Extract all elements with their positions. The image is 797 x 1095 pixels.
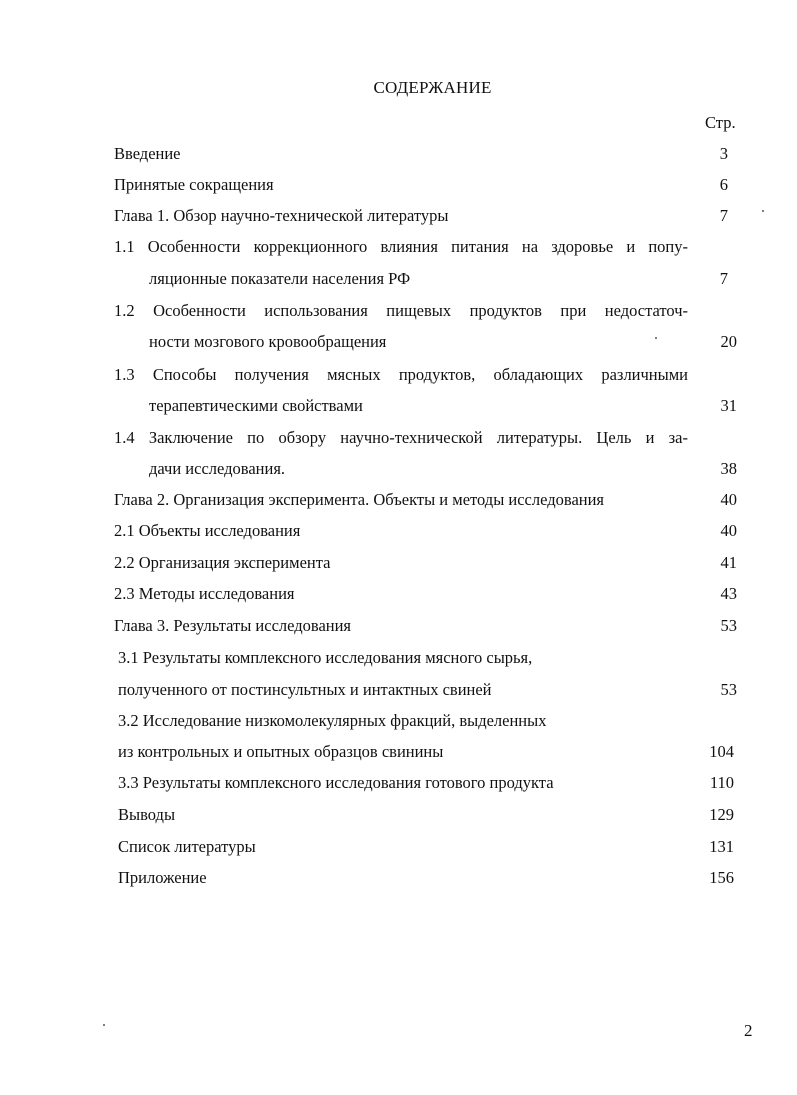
toc-entry bbox=[0, 365, 797, 389]
toc-entry bbox=[0, 521, 797, 545]
toc-entry-title: Глава 1. Обзор научно-технической литературы bbox=[114, 206, 449, 225]
toc-entry-title: 3.2 Исследование низкомолекулярных фракций, выделенных bbox=[118, 711, 547, 730]
toc-entry bbox=[0, 144, 797, 168]
page-title: СОДЕРЖАНИЕ bbox=[373, 78, 492, 97]
toc-entry-title: ляционные показатели населения РФ bbox=[149, 269, 411, 288]
toc-entry-page: 31 bbox=[720, 396, 737, 415]
toc-entry bbox=[0, 237, 797, 261]
toc-entry bbox=[0, 584, 797, 608]
toc-entry-title: терапевтическими свойствами bbox=[149, 396, 363, 415]
toc-entry-page: 131 bbox=[709, 837, 734, 856]
page-number: 2 bbox=[744, 1021, 753, 1040]
toc-entry-page: 129 bbox=[709, 805, 734, 824]
toc-entry-page: 3 bbox=[719, 144, 728, 163]
scan-speck bbox=[762, 210, 764, 212]
toc-entry bbox=[0, 773, 797, 797]
toc-entry-page: 43 bbox=[720, 584, 737, 603]
toc-entry bbox=[0, 396, 797, 420]
toc-entry-title: 1.3 Способы получения мясных продуктов, обладающих различными bbox=[114, 365, 688, 384]
toc-entry bbox=[0, 680, 797, 704]
toc-entry-title: Глава 3. Результаты исследования bbox=[114, 616, 352, 635]
scan-speck bbox=[103, 1024, 105, 1026]
toc-entry-page: 53 bbox=[720, 680, 737, 699]
toc-entry-title: из контрольных и опытных образцов свинины bbox=[118, 742, 444, 761]
toc-entry bbox=[0, 301, 797, 325]
toc-entry-title: Принятые сокращения bbox=[114, 175, 274, 194]
toc-entry-title: 2.1 Объекты исследования bbox=[114, 521, 301, 540]
toc-entry bbox=[0, 553, 797, 577]
toc-entry bbox=[0, 616, 797, 640]
toc-entry bbox=[0, 648, 797, 672]
toc-entry-title: полученного от постинсультных и интактных свиней bbox=[118, 680, 492, 699]
toc-entry-page: 156 bbox=[709, 868, 734, 887]
toc-entry-title: 1.2 Особенности использования пищевых продуктов при недостаточ- bbox=[114, 301, 688, 320]
toc-entry bbox=[0, 837, 797, 861]
toc-entry-page: 41 bbox=[720, 553, 737, 572]
toc-entry-title: дачи исследования. bbox=[149, 459, 286, 478]
toc-entry-title: Введение bbox=[114, 144, 181, 163]
toc-entry-page: 38 bbox=[720, 459, 737, 478]
toc-entry bbox=[0, 269, 797, 293]
toc-entry-page: 40 bbox=[720, 521, 737, 540]
scan-speck bbox=[655, 337, 657, 339]
toc-entry-title: 2.3 Методы исследования bbox=[114, 584, 295, 603]
toc-entry-page: 104 bbox=[709, 742, 734, 761]
toc-entry-title: 1.1 Особенности коррекционного влияния питания на здоровье и попу- bbox=[114, 237, 688, 256]
toc-entry-title: 1.4 Заключение по обзору научно-технической литературы. Цель и за- bbox=[114, 428, 688, 447]
toc-entry-page: 40 bbox=[720, 490, 737, 509]
toc-entry-title: Приложение bbox=[118, 868, 207, 887]
page-column-label: Стр. bbox=[705, 113, 736, 132]
toc-entry bbox=[0, 742, 797, 766]
toc-entry-page: 53 bbox=[720, 616, 737, 635]
toc-entry bbox=[0, 711, 797, 735]
toc-entry-title: Глава 2. Организация эксперимента. Объекты и методы исследования bbox=[114, 490, 605, 509]
toc-entry bbox=[0, 428, 797, 452]
toc-entry bbox=[0, 332, 797, 356]
toc-entry bbox=[0, 459, 797, 483]
toc-entry-page: 7 bbox=[719, 206, 728, 225]
toc-entry bbox=[0, 206, 797, 230]
toc-entry-page: 20 bbox=[720, 332, 737, 351]
toc-entry-page: 110 bbox=[709, 773, 734, 792]
toc-entry-title: 2.2 Организация эксперимента bbox=[114, 553, 331, 572]
toc-entry-title: ности мозгового кровообращения bbox=[149, 332, 387, 351]
toc-entry bbox=[0, 490, 797, 514]
toc-entry-page: 6 bbox=[719, 175, 728, 194]
toc-entry bbox=[0, 175, 797, 199]
toc-entry-title: 3.1 Результаты комплексного исследования мясного сырья, bbox=[118, 648, 533, 667]
toc-entry bbox=[0, 805, 797, 829]
toc-entry-title: 3.3 Результаты комплексного исследования готового продукта bbox=[118, 773, 554, 792]
toc-entry-title: Список литературы bbox=[118, 837, 256, 856]
toc-entry-page: 7 bbox=[719, 269, 728, 288]
toc-entry bbox=[0, 868, 797, 892]
toc-entry-title: Выводы bbox=[118, 805, 176, 824]
